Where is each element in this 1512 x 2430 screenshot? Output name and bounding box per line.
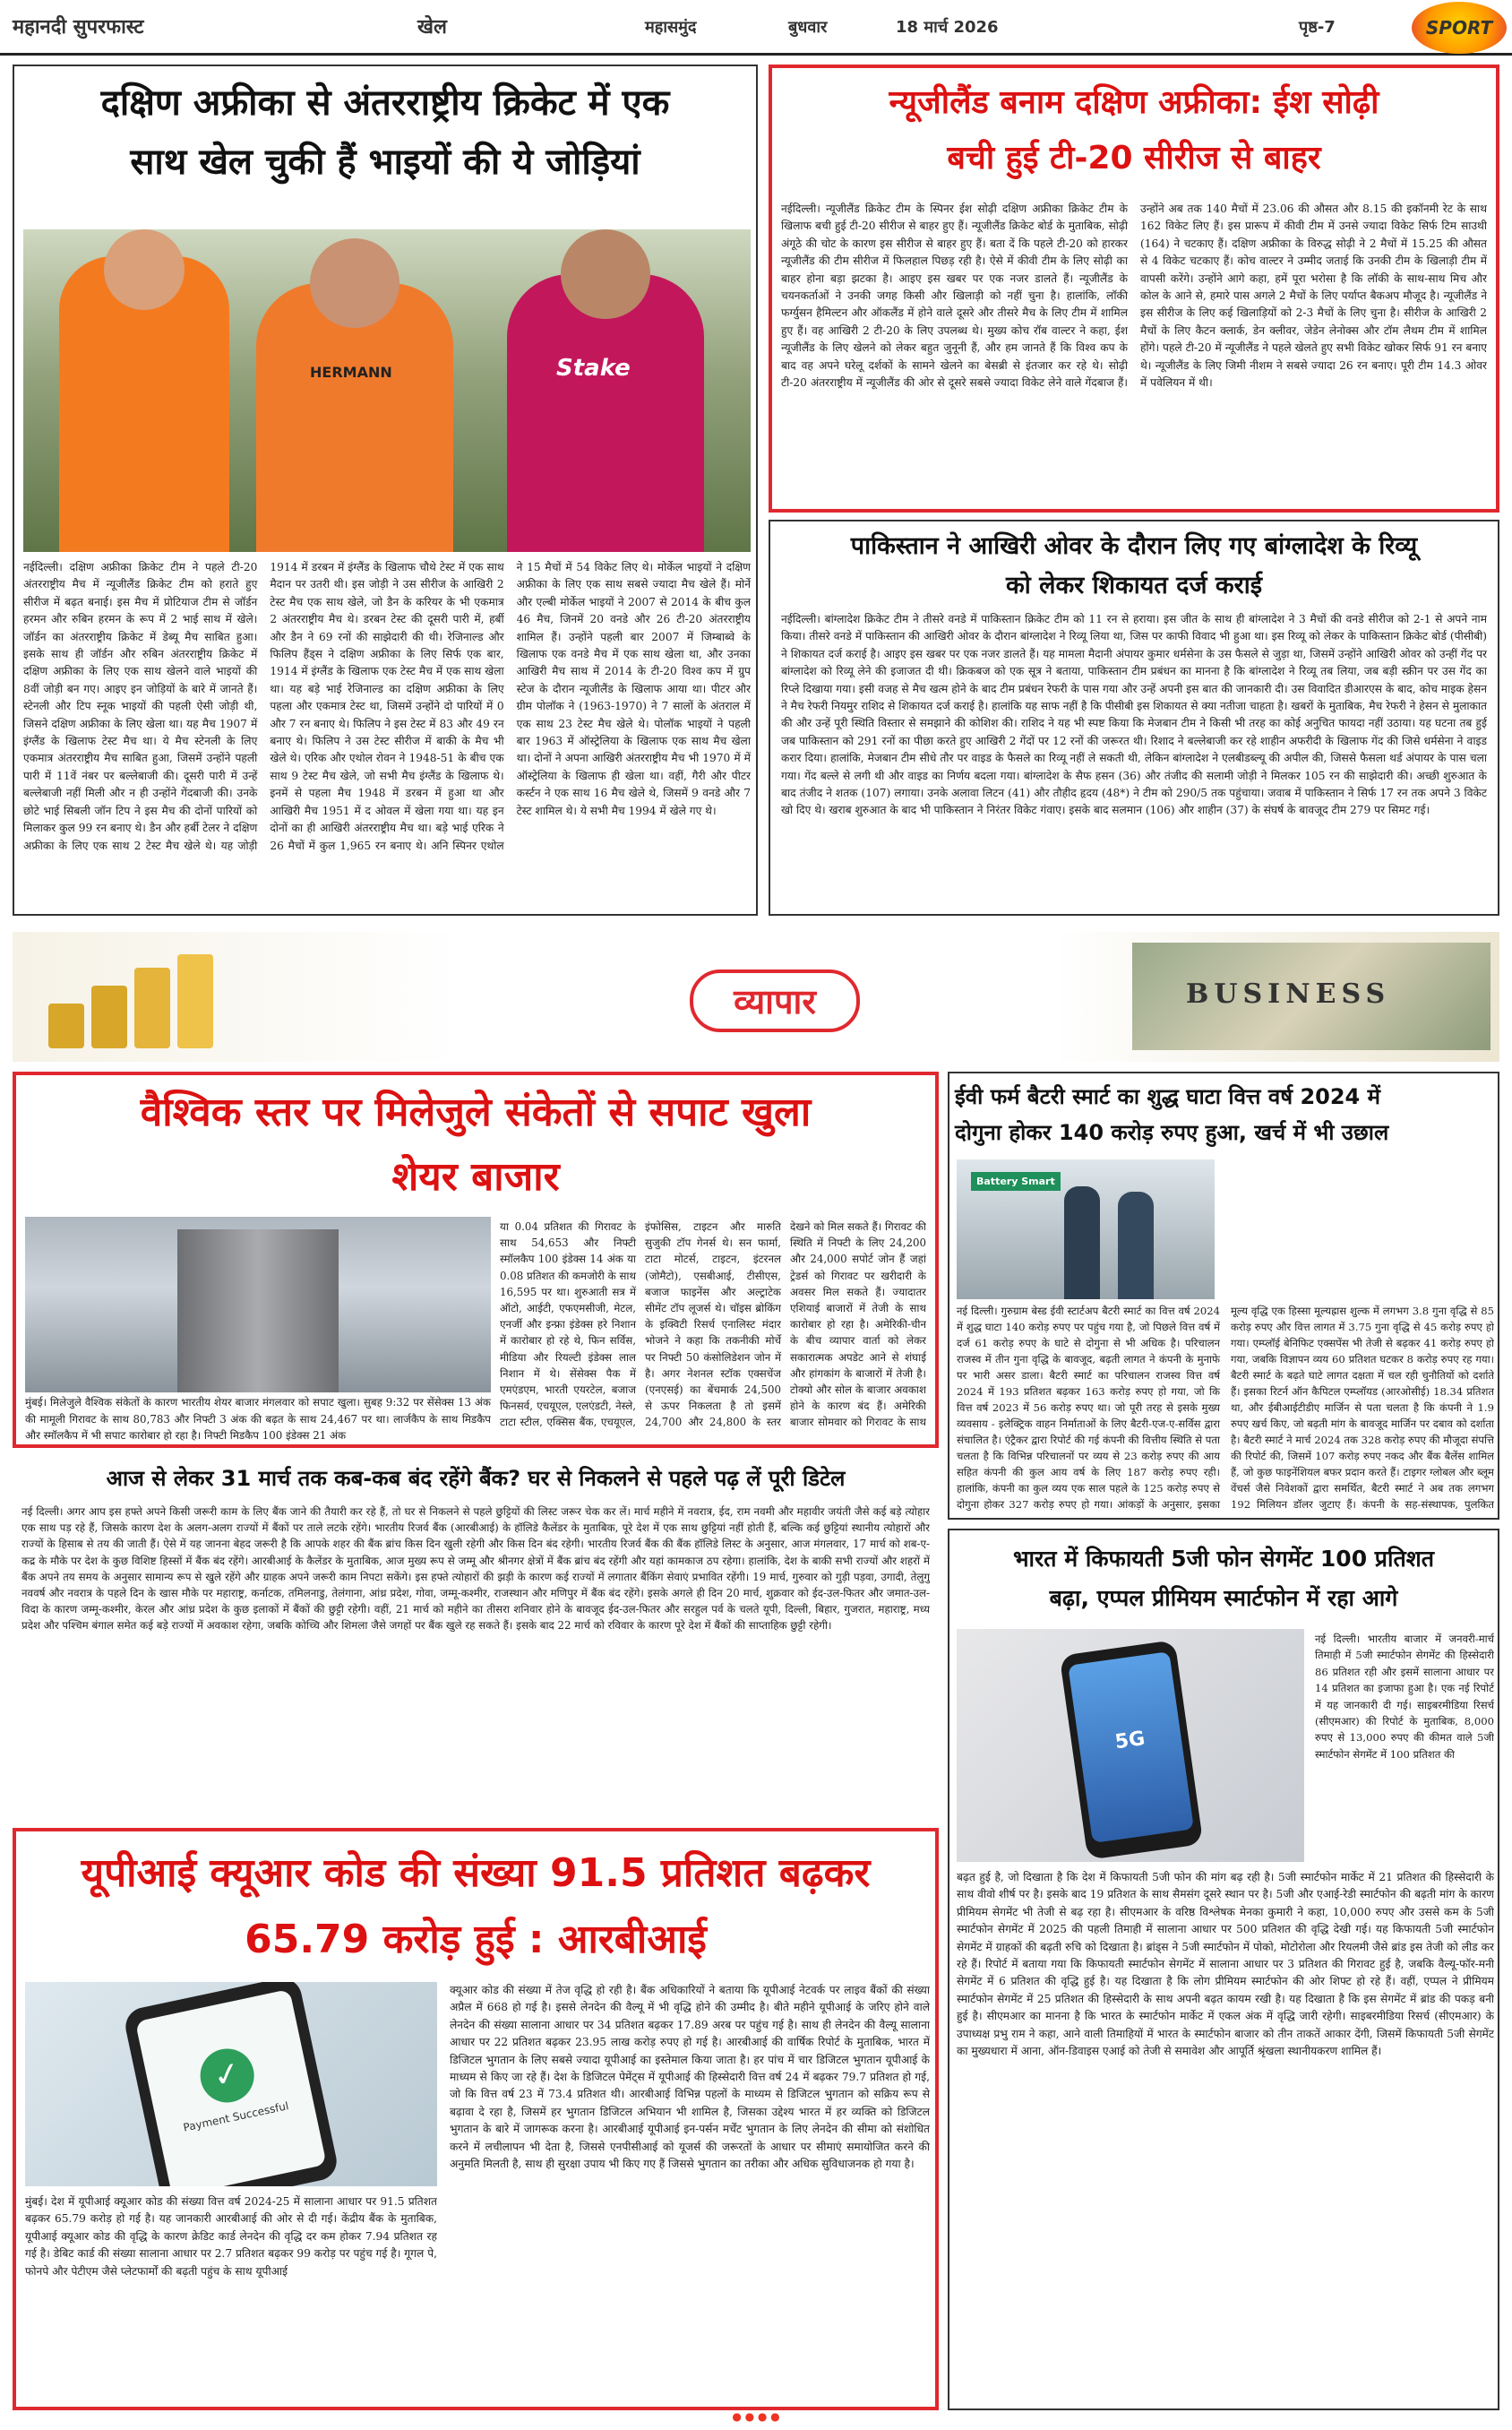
article-title: आज से लेकर 31 मार्च तक कब-कब बंद रहेंगे बैंक? घर से निकलने से पहले पढ़ लें पूरी डिटेल [106,1466,846,1491]
section-label-business: व्यापार [690,969,860,1032]
smartphone-photo: 5G [957,1629,1304,1862]
article-title: वैश्विक स्तर पर मिलेजुले संकेतों से सपाट खुला शेयर बाजार [140,1090,812,1200]
masthead [0,0,1512,56]
article-bank-holidays [13,1457,939,1824]
article-pakistan-review [769,520,1499,916]
article-body: क्यूआर कोड की संख्या में तेज वृद्धि हो रही है। बैंक अधिकारियों ने बताया कि यूपीआई नेटवर्क पर लाइव बैंकों की संख्या अप्रैल में 668 हो गई है। इससे लेनदेन की वैल्यू में भी वृद्धि होने की उम्मीद है। बीते महीने यूपीआई के जरिए होने वाले लेनदेन की संख्या सालाना आधार पर 34 प्रतिशत बढ़कर 17.89 अरब पर पहुंच गई है। साथ ही लेनदेन की वैल्यू सालाना आधार पर 22 प्रतिशत बढ़कर 23.95 लाख करोड़ रुपए हो गई है। आरबीआई की वार्षिक रिपोर्ट के मुताबिक, भारत में डिजिटल भुगतान के लिए सबसे ज्यादा यूपीआई का इस्तेमाल किया जाता है। हर पांच में चार डिजिटल भुगतान यूपीआई के माध्यम से किए जा रहे हैं। देश के डिजिटल पेमेंट्स में यूपीआई की हिस्सेदारी वित्त वर्ष 24 में बढ़कर 79.7 प्रतिशत हो गई, जो कि वित्त वर्ष 23 में 73.4 प्रतिशत थी। आरबीआई विभिन्न पहलों के माध्यम से डिजिटल भुगतान को सक्रिय रूप से बढ़ावा दे रहा है, जिसमें हर भुगतान डिजिटल अभियान भी शामिल है, जिसका उद्देश्य भारत में हर व्यक्ति को डिजिटल भुगतान के बारे में जागरूक करना है। आरबीआई यूपीआई इन-पर्सन मर्चेंट भुगतान के लिए लेनदेन की सीमा को संशोधित करने में लचीलापन भी देता है, जिससे एनपीसीआई को यूजर्स की जरूरतों के आधार पर सीमाएं समायोजित करने की अनुमति मिलती है, साथ ही सुरक्षा उपाय भी किए गए हैं जिससे भुगतान का तरीका और अधिक सुविधाजनक हो गया है। [450,1984,930,2171]
article-body: बढ़त हुई है, जो दिखाता है कि देश में किफायती 5जी फोन की मांग बढ़ रही है। 5जी स्मार्टफोन मार्केट में 21 प्रतिशत की हिस्सेदारी के साथ वीवो शीर्ष पर है। इसके बाद 19 प्रतिशत के साथ सैमसंग दूसरे स्थान पर है। 5जी और एआई-रेडी स्मार्टफोन की बढ़ती मांग के कारण प्रीमियम सेगमेंट भी तेजी से बढ़ रहा है। सीएमआर के वरिष्ठ विश्लेषक मेनका कुमारी ने कहा, 10,000 रुपए और उससे कम के 5जी स्मार्टफोन सेगमेंट में 2025 की पहली तिमाही में सालाना आधार पर 500 प्रतिशत की वृद्धि देखी गई। यह किफायती 5जी स्मार्टफोन सेगमेंट में ग्राहकों की बढ़ती रुचि को दिखाता है। ब्रांड्स ने 5जी स्मार्टफोन में पोको, मोटोरोला और रियलमी जैसे ब्रांड इस तेजी को लीड कर रहे हैं। रिपोर्ट में बताया गया कि किफायती स्मार्टफोन सेगमेंट में सालाना आधार पर 3 प्रतिशत की गिरावट हुई है, जबकि वैल्यू-फॉर-मनी सेगमेंट में 6 प्रतिशत की वृद्धि हुई है। यह दिखाता है कि लोग प्रीमियम स्मार्टफोन की ओर शिफ्ट हो रहे हैं। वहीं, एप्पल ने प्रीमियम स्मार्टफोन सेगमेंट में 25 प्रतिशत की हिस्सेदारी के साथ अपनी बढ़त कायम रखी है। यह दिखाता है कि इस सेगमेंट में ब्रांड की पकड़ बनी हुई है। सीएमआर का मानना है कि भारत के स्मार्टफोन मार्केट में एकल अंक में वृद्धि जारी रहेगी। साइबरमीडिया रिसर्च (सीएमआर) के उपाध्यक्ष प्रभु राम ने कहा, आने वाली तिमाहियों में भारत के स्मार्टफोन बाजार को तीन ताकतें आकार देंगी, जिसमें किफायती 5जी सेगमेंट का मुख्यधारा में आना, ऑन-डिवाइस एआई को तेजी से समावेश और आपूर्ति श्रृंखला स्थानीयकरण शामिल हैं। [957,1871,1494,2058]
article-body: नईदिल्ली। बांग्लादेश क्रिकेट टीम ने तीसरे वनडे में पाकिस्तान क्रिकेट टीम को 11 रन से हराया। इस जीत के साथ ही बांग्लादेश ने 3 मैचों की वनडे सीरीज को 2-1 से अपने नाम किया। तीसरे वनडे में पाकिस्तान की आखिरी ओवर के दौरान बांग्लादेश ने रिव्यू लिया था, जिस पर काफी विवाद भी हुआ था। इस रिव्यू को लेकर के पाकिस्तान क्रिकेट बोर्ड (पीसीबी) ने शिकायत दर्ज कराई है। आइए इस खबर पर एक नजर डालते हैं। यह मामला मैदानी अंपायर कुमार धर्मसेना के उस फैसले से जुड़ा था, जिसमें उन्होंने आखिरी ओवर को उन्हीं गेंद पर बांग्लादेश को रिव्यू लेने की इजाजत दी थी। क्रिकबज को एक सूत्र ने बताया, पाकिस्तान टीम प्रबंधन का मानना है कि बांग्लादेश ने रिव्यू तब लिया, जब बड़ी स्क्रीन पर उस गेंद का रिप्ले दिखाया गया। इसी वजह से मैच खत्म होने के बाद टीम प्रबंधन रेफरी के पास गया और उन्हें अपनी इस बात की जानकारी दी। उस विवादित डीआरएस के बाद, कोच माइक हेसन ने मैच रेफरी नियमुर राशिद से शिकायत दर्ज कराई है। हालांकि यह साफ नहीं है कि पीसीबी इस शिकायत से क्या नतीजा चाहता है। खबरों के मुताबिक, मैच रेफरी ने हेसन से मुलाकात की और उन्हें पूरी स्थिति विस्तार से समझाने की कोशिश की। राशिद ने यह भी स्पष्ट किया कि मेजबान टीम ने किसी भी तरह का कोई अनुचित फायदा नहीं उठाया। यह घटना तब हुई जब पाकिस्तान को 291 रनों का पीछा करते हुए आखिरी 2 गेंदों पर 12 रनों की जरूरत थी। रिशाद ने बल्लेबाजी कर रहे शाहीन अफरीदी के खिलाफ गेंद की जिसे धर्मसेना ने वाइड करार दिया। हालांकि, मेजबान टीम सीधे तौर पर वाइड के फैसले का रिव्यू नहीं ले सकती थी, लेकिन बांग्लादेश ने एलबीडब्ल्यू की अपील की, जिससे फैसला थर्ड अंपायर के पास चला गया। गेंद बल्ले से लगी थी और वाइड का निर्णय बदला गया। बांग्लादेश के सैफ हसन (36) और तंजीद की सलामी जोड़ी ने मिलकर 105 रन की साझेदारी की। अच्छी शुरुआत के बाद तंजीद ने शतक (107) लगाया। उनके अलावा लिटन (41) और तौहीद हृदय (48*) ने टीम को 290/5 तक पहुंचाया। जवाब में पाकिस्तान ने सिर्फ 17 रन तक अपने 3 विकेट खो दिए थे। खराब शुरुआत के बाद भी पाकिस्तान ने निरंतर विकेट गंवाए। इसके बाद सलमान (106) और शाहीन (37) के संघर्ष के बावजूद टीम 279 पर सिमट गई। [781,613,1487,817]
stock-exchange-photo [25,1217,491,1392]
article-body: या 0.04 प्रतिशत की गिरावट के साथ 54,653 और निफ्टी स्मॉलकैप 100 इंडेक्स 14 अंक या 0.08 प्रतिशत की कमजोरी के साथ 16,595 पर था। शुरुआती सत्र में ऑटो, आईटी, एफएमसीजी, मेटल, एनर्जी और इन्फ्रा इंडेक्स हरे निशान में कारोबार हो रहे थे, फिन सर्विस, मीडिया और रियल्टी इंडेक्स लाल निशान में थे। सेंसेक्स पैक में एमएंडएम, भारती एयरटेल, बजाज फिनसर्व, एचयूएल, एलएंडटी, नेस्ले, टाटा स्टील, एक्सिस बैंक, एचयूएल, इंफोसिस, टाइटन और मारुति सुजुकी टॉप गेनर्स थे। सन फार्मा, टाटा मोटर्स, टाइटन, इंटरनल (जोमैटो), एसबीआई, टीसीएस, बजाज फाइनेंस और अल्ट्राटेक सीमेंट टॉप लूजर्स थे। चॉइस ब्रोकिंग के इक्विटी रिसर्च एनालिस्ट मंदार भोजने ने कहा कि तकनीकी मोर्चे पर निफ्टी 50 कंसोलिडेशन जोन में है। अगर नेशनल स्टॉक एक्सचेंज (एनएसई) का बेंचमार्क 24,500 से ऊपर निकलता है तो इसमें 24,700 और 24,800 के स्तर देखने को मिल सकते हैं। गिरावट की स्थिति में निफ्टी के लिए 24,200 और 24,000 सपोर्ट जोन हैं जहां ट्रेडर्स को गिरावट पर खरीदारी के अवसर मिल सकते हैं। ज्यादातर एशियाई बाजारों में तेजी के साथ कारोबार हो रहा है। अमेरिकी-चीन के बीच व्यापार वार्ता को लेकर सकारात्मक अपडेट आने से शंघाई और हांगकांग के बाजारों में तेजी है। टोक्यो और सोल के बाजार अवकाश होने के कारण बंद हैं। अमेरिकी बाजार सोमवार को गिरावट के साथ [500,1220,926,1429]
upi-phone-photo: ✓ Payment Successful [25,1982,437,2186]
page-number: पृष्ठ-7 [1299,18,1336,37]
article-title: ईवी फर्म बैटरी स्मार्ट का शुद्ध घाटा वित्त वर्ष 2024 में दोगुना होकर 140 करोड़ रुपए हुआ, खर्च में भी उछाल [955,1084,1389,1145]
article-side: नई दिल्ली। भारतीय बाजार में जनवरी-मार्च तिमाही में 5जी स्मार्टफोन सेगमेंट की हिस्सेदारी 86 प्रतिशत रही और इसमें सालाना आधार पर 14 प्रतिशत का इजाफा हुआ है। एक नई रिपोर्ट में यह जानकारी दी गई। साइबरमीडिया रिसर्च (सीएमआर) की रिपोर्ट के मुताबिक, 8,000 रुपए से 13,000 रुपए की कीमत वाले 5जी स्मार्टफोन सेगमेंट में 100 प्रतिशत की [1315,1633,1494,1761]
article-body: नई दिल्ली। गुरुग्राम बेस्ड ईवी स्टार्टअप बैटरी स्मार्ट का वित्त वर्ष 2024 में शुद्ध घाटा 140 करोड़ रुपए पर पहुंच गया है, जो पिछले वित्त वर्ष में दर्ज 61 करोड़ रुपए के घाटे से दोगुना से भी अधिक है। परिचालन राजस्व में तीन गुना वृद्धि के बावजूद, बढ़ती लागत ने कंपनी के मुनाफे पर भारी असर डाला। बैटरी स्मार्ट का परिचालन राजस्व वित्त वर्ष 2024 में 193 प्रतिशत बढ़कर 163 करोड़ रुपए हो गया, जो कि वित्त वर्ष 2023 में 56 करोड़ रुपए था। जो पूरी तरह से इसके मुख्य व्यवसाय - इलेक्ट्रिक वाहन निर्माताओं के लिए बैटरी-एज-ए-सर्विस द्वारा संचालित है। एंट्रैकर द्वारा रिपोर्ट की गई कंपनी की वित्तीय स्थिति से पता चलता है कि विभिन्न परिचालनों पर व्यय से 23 करोड़ रुपए की आय सहित कंपनी की कुल आय वर्ष के लिए 187 करोड़ रुपए रही। हालांकि, कंपनी का कुल व्यय एक साल पहले के 125 करोड़ रुपए से दोगुना होकर 327 करोड़ रुपए हो गया। आंकड़ों के अनुसार, इसका मूल्य वृद्धि एक हिस्सा मूल्यह्रास शुल्क में लगभग 3.8 गुना वृद्धि से 85 करोड़ रुपए और वित्त लागत में 3.75 गुना वृद्धि से 45 करोड़ रुपए हो गया। एम्प्लॉई बेनिफिट एक्सपेंस भी तेजी से बढ़कर 41 करोड़ रुपए हो गया, जबकि विज्ञापन व्यय 60 प्रतिशत घटकर 8 करोड़ रुपए रह गया। बैटरी स्मार्ट के बढ़ते घाटे लागत दक्षता में चल रही चुनौतियों को दर्शाते हैं। इसका रिटर्न ऑन कैपिटल एम्प्लॉयड (आरओसीई) 18.34 प्रतिशत था, और ईबीआईटीडीए मार्जिन से पता चलता है कि कंपनी ने 1.9 रुपए खर्च किए, जो बढ़ती मांग के बावजूद मार्जिन पर दबाव को दर्शाता है। बैटरी स्मार्ट ने मार्च 2024 तक 328 करोड़ रुपए की मौजूदा संपत्ति की रिपोर्ट की, जिसमें 107 करोड़ रुपए नकद और बैंक बैलेंस शामिल हैं, जो कुछ फाइनेंशियल बफर प्रदान करते हैं। टाइगर ग्लोबल और ब्लूम वेंचर्स जैसे निवेशकों द्वारा समर्थित, बैटरी स्मार्ट ने अब तक लगभग 192 मिलियन डॉलर जुटाए हैं। कंपनी के सह-संस्थापक, पुलकित [957,1305,1494,1511]
city: महासमुंद [645,18,697,37]
article-title: न्यूजीलैंड बनाम दक्षिण अफ्रीका: ईश सोढ़ी बची हुई टी-20 सीरीज से बाहर [889,84,1379,177]
player-head [561,229,650,319]
article-brothers [13,65,758,916]
article-title: पाकिस्तान ने आखिरी ओवर के दौरान लिए गए बांग्लादेश के रिव्यू को लेकर शिकायत दर्ज कराई [850,532,1418,599]
player-head [310,238,399,328]
date: 18 मार्च 2026 [896,18,999,37]
day: बुधवार [788,18,828,37]
article-lead: मुंबई। मिलेजुले वैश्विक संकेतों के कारण भारतीय शेयर बाजार मंगलवार को सपाट खुला। सुबह 9:32 पर सेंसेक्स 13 अंक की मामूली गिरावट के साथ 80,783 और निफ्टी 3 अंक की बढ़त के साथ 24,467 पर था। लार्जकैप के साथ मिडकैप और स्मॉलकैप में भी सपाट कारोबार हो रहा है। निफ्टी मिडकैप 100 इंडेक्स 21 अंक [25,1396,491,1442]
article-body: नईदिल्ली। दक्षिण अफ्रीका क्रिकेट टीम ने पहले टी-20 अंतरराष्ट्रीय मैच में न्यूजीलैंड क्रिकेट टीम को हराते हुए सीरीज में बढ़त बनाई। इस मैच में प्रोटियाज टीम से जॉर्डन हरमन और रुबिन हरमन के रूप में 2 भाई साथ में खेले। जॉर्डन का अंतरराष्ट्रीय क्रिकेट में डेब्यू मैच साबित हुआ। इसके साथ ही जॉर्डन और रुबिन अंतरराष्ट्रीय क्रिकेट में दक्षिण अफ्रीका के लिए एक साथ खेलने वाले भाइयों की 8वीं जोड़ी बन गए। आइए इन जोड़ियों के बारे में जानते हैं। स्टेनली और टिप स्नूक भाइयों की पहली ऐसी जोड़ी थी, जिसने दक्षिण अफ्रीका के लिए खेला था। यह मैच 1907 में इंग्लैंड के खिलाफ टेस्ट मैच था। ये मैच स्टेनली के लिए एकमात्र अंतरराष्ट्रीय मैच साबित हुआ, जिसमें उन्होंने पहली पारी में 11वें नंबर पर बल्लेबाजी की। दूसरी पारी में उन्हें बल्लेबाजी नहीं मिली और न ही उन्होंने गेंदबाजी की। उनके छोटे भाई सिबली जॉन टिप ने इस मैच की दोनों पारियों को मिलाकर कुल 99 रन बनाए थे। डैन और हर्बी टेलर ने दक्षिण अफ्रीका के लिए एक साथ 2 टेस्ट मैच खेले थे। यह जोड़ी 1914 में डरबन में इंग्लैंड के खिलाफ चौथे टेस्ट में एक साथ मैदान पर उतरी थी। इस जोड़ी ने उस सीरीज के आखिरी 2 टेस्ट मैच एक साथ खेले, जो डैन के करियर के भी एकमात्र 2 अंतरराष्ट्रीय मैच थे। डरबन टेस्ट की दूसरी पारी में, हर्बी और डैन ने 69 रनों की साझेदारी की थी। रेजिनाल्ड और फिलिप हैंड्स ने दक्षिण अफ्रीका के लिए सिर्फ एक बार, 1914 में इंग्लैंड के खिलाफ एक टेस्ट मैच में एक साथ खेला था। यह बड़े भाई रेजिनाल्ड का दक्षिण अफ्रीका के लिए पहला और एकमात्र टेस्ट था, जिसमें उन्होंने दो पारियों में 0 और 7 रन बनाए थे। फिलिप ने इस टेस्ट में 83 और 49 रन बनाए थे। फिलिप ने उस टेस्ट सीरीज में बाकी के मैच भी खेले थे। एरिक और एथोल रोवन ने 1948-51 के बीच एक साथ 9 टेस्ट मैच खेले, जो सभी मैच इंग्लैंड के खिलाफ थे। इनमें से पहला मैच 1948 में डरबन में हुआ था और आखिरी मैच 1951 में द ओवल में खेला गया था। यह इन दोनों का ही आखिरी अंतरराष्ट्रीय मैच था। बड़े भाई एरिक ने 26 मैचों में कुल 1,965 रन बनाए थे। अनि स्पिनर एथोल ने 15 मैचों में 54 विकेट लिए थे। मोर्केल भाइयों ने दक्षिण अफ्रीका के लिए एक साथ सबसे ज्यादा मैच खेले हैं। मोर्ने और एल्बी मोर्केल भाइयों ने 2007 से 2014 के बीच कुल 46 मैच, जिनमें 20 वनडे और 26 टी-20 अंतरराष्ट्रीय शामिल हैं। उन्होंने पहली बार 2007 में जिम्बाब्वे के खिलाफ एक वनडे मैच में एक साथ खेला था, और उनका आखिरी मैच साथ में 2014 के टी-20 विश्व कप में ग्रुप स्टेज के दौरान न्यूजीलैंड के खिलाफ आया था। पीटर और ग्रीम पोलॉक ने (1963-1970) ने 7 सालों के अंतराल में एक साथ 23 टेस्ट मैच खेले थे। पोलॉक भाइयों ने पहली बार 1963 में ऑस्ट्रेलिया के खिलाफ एक साथ मैच खेला था। दोनों ने अपना आखिरी अंतरराष्ट्रीय मैच भी 1970 में में ऑस्ट्रेलिया के खिलाफ ही खेला था। वहीं, गैरी और पीटर कर्स्टन ने एक साथ 16 मैच खेले थे, जिसमें 9 वनडे और 7 टेस्ट शामिल थे। ये सभी मैच 1994 में खेले गए थे। [23,561,751,852]
article-title: यूपीआई क्यूआर कोड की संख्या 91.5 प्रतिशत बढ़कर 65.79 करोड़ हुई : आरबीआई [81,1850,871,1962]
player-head [104,229,185,310]
article-share-market [13,1072,939,1448]
paper-name: महानदी सुपरफास्ट [13,16,144,39]
currency-graphic: BUSINESS [1132,943,1491,1050]
battery-smart-photo: Battery Smart [957,1159,1215,1299]
article-upi-qr [13,1828,939,2410]
player-pink: Stake [507,274,704,552]
sport-logo: SPORT [1412,2,1507,54]
article-body: नई दिल्ली। अगर आप इस हफ्ते अपने किसी जरूरी काम के लिए बैंक जाने की तैयारी कर रहे हैं, तो घर से निकलने से पहले छुट्टियों की लिस्ट जरूर चेक कर लें। मार्च महीने में नवरात्र, ईद, राम नवमी और महावीर जयंती जैसे कई बड़े त्योहार एक साथ पड़ रहे हैं, जिसके कारण देश के अलग-अलग राज्यों में बैंकों पर ताले लटके रहेंगे। भारतीय रिजर्व बैंक (आरबीआई) के हॉलिडे कैलेंडर के मुताबिक, पूरे देश में एक साथ छुट्टियां नहीं होती हैं, बल्कि कई छुट्टियां स्थानीय त्योहारों और राज्यों के हिसाब से तय की जाती हैं। ऐसे में यह जानना बेहद जरूरी है कि आपके शहर की बैंक ब्रांच किस दिन खुली रहेगी और किस दिन बंद रहेगी। भारतीय रिजर्व बैंक की बैंक हॉलिडे लिस्ट के अनुसार, आज मंगलवार, 17 मार्च को शब-ए-कद्र के मौके पर देश के कुछ विशिष्ट हिस्सों में बैंक बंद रहेंगे। आरबीआई के कैलेंडर के मुताबिक, आज मुख्य रूप से जम्मू और श्रीनगर क्षेत्रों में बैंक ब्रांच बंद रहेंगी और यहां कामकाज ठप रहेगा। हालांकि, देश के बाकी सभी राज्यों और शहरों में बैंक अपने तय समय के अनुसार सामान्य रूप से खुले रहेंगे और ग्राहक अपने जरूरी काम निपटा सकेंगे। इस हफ्ते त्योहारों की झड़ी के कारण कई राज्यों में लगातार बैंकिंग सेवाएं प्रभावित रहेंगी। 19 मार्च, गुरुवार को गुड़ी पड़वा, उगादी, तेलुगु नववर्ष और नवरात्र के पहले दिन के खास मौके पर महाराष्ट्र, कर्नाटक, तमिलनाडु, तेलंगाना, आंध्र प्रदेश, गोवा, जम्मू-कश्मीर, राजस्थान और मणिपुर में बैंक बंद रहेंगे। इसके अगले ही दिन 20 मार्च, शुक्रवार को ईद-उल-फितर और जमात-उल-विदा के कारण जम्मू-कश्मीर, केरल और आंध्र प्रदेश के कुछ इलाकों में बैंकों की छुट्टी रहेगी। वहीं, 21 मार्च को महीने का तीसरा शनिवार होने के बावजूद ईद-उल-फितर और सरहुल पर्व के चलते यूपी, दिल्ली, बिहार, गुजरात, महाराष्ट्र, मध्य प्रदेश और पश्चिम बंगाल समेत कई बड़े राज्यों में अवकाश रहेगा, जबकि कोच्चि और शिमला जैसे जगहों पर बैंक खुले रह सकते हैं। इसके बाद 22 मार्च को रविवार के कारण पूरे देश में बैंकों की साप्ताहिक छुट्टी रहेगी। [21,1505,930,1633]
article-body: नईदिल्ली। न्यूजीलैंड क्रिकेट टीम के स्पिनर ईश सोढ़ी दक्षिण अफ्रीका क्रिकेट टीम के खिलाफ बची हुई टी-20 सीरीज से बाहर हुए हैं। न्यूजीलैंड क्रिकेट बोर्ड के मुताबिक, सोढ़ी अंगूठे की चोट के कारण इस सीरीज से बाहर हुए हैं। बता दें कि पहले टी-20 को हारकर न्यूजीलैंड की टीम सीरीज में फिलहाल पिछड़ रही है। ऐसे में कीवी टीम के लिए सोढ़ी का बाहर होना बड़ा झटका है। आइए इस खबर पर एक नजर डालते हैं। न्यूजीलैंड के चयनकर्ताओं ने उनकी जगह किसी और खिलाड़ी को नहीं चुना है। हालांकि, लॉकी फर्ग्युसन हैमिल्टन और ऑकलैंड में होने वाले दूसरे और तीसरे मैच के लिए टीम में शामिल हुए हैं। वह आखिरी 2 टी-20 के लिए उपलब्ध थे। मुख्य कोच रॉब वाल्टर ने कहा, ईश न्यूजीलैंड के लिए खेलने को लेकर बहुत जुनूनी हैं, और हम जानते हैं कि विश्व कप के बाद वह अपने घरेलू दर्शकों के सामने खेलने का बेसब्री से इंतजार कर रहे थे। सोढ़ी टी-20 अंतरराष्ट्रीय में न्यूजीलैंड की ओर से दूसरे सबसे ज्यादा विकेट लेने वाले गेंदबाज हैं। उन्होंने अब तक 140 मैचों में 23.06 की औसत और 8.15 की इकॉनमी रेट के साथ 162 विकेट लिए हैं। इस प्रारूप में कीवी टीम में उनसे ज्यादा विकेट सिर्फ टिम साउथी (164) ने चटकाए हैं। दक्षिण अफ्रीका के विरुद्ध सोढ़ी ने 2 मैचों में 15.25 की औसत से 4 विकेट चटकाए हैं। कोच वाल्टर ने उम्मीद जताई कि उनकी टीम के खिलाड़ी टीम में वापसी करेंगे। उन्होंने आगे कहा, हमें पूरा भरोसा है कि लॉकी के साथ-साथ मिच और कोल के आने से, हमारे पास अगले 2 मैचों के लिए पर्याप्त बैकअप मौजूद है। न्यूजीलैंड ने इस सीरीज के लिए कई खिलाड़ियों को 2-3 मैचों के लिए चुना है। सीरीज के आखिरी 2 मैचों के लिए कैटन क्लार्क, डेन क्लीवर, जेडेन लेनोक्स और टॉम लैथम टीम में शामिल होंगे। पहले टी-20 में न्यूजीलैंड ने पहले खेलते हुए सभी विकेट खोकर सिर्फ 91 रन बनाए थे। न्यूजीलैंड के लिए जिमी नीशम ने सबसे ज्यादा 26 रन बनाए। पूरी टीम 14.3 ओवर में पवेलियन में थी। [781,202,1487,390]
print-registration-marks: ● ● ● ● [732,2410,780,2423]
article-5g-phones [948,1529,1499,2410]
player-center: HERMANN [256,283,453,552]
cricket-photo [23,229,751,552]
article-title: दक्षिण अफ्रीका से अंतरराष्ट्रीय क्रिकेट में एक साथ खेल चुकी हैं भाइयों की ये जोड़ियां [100,82,670,183]
article-sodhi [769,65,1499,513]
section-name: खेल [417,16,447,39]
article-lead: मुंबई। देश में यूपीआई क्यूआर कोड की संख्या वित्त वर्ष 2024-25 में सालाना आधार पर 91.5 प्रतिशत बढ़कर 65.79 करोड़ हो गई है। यह जानकारी आरबीआई की ओर से दी गई। केंद्रीय बैंक के मुताबिक, यूपीआई क्यूआर कोड की वृद्धि के कारण क्रेडिट कार्ड लेनदेन की वृद्धि दर कम होकर 7.94 प्रतिशत रह गई है। डेबिट कार्ड की संख्या सालाना आधार पर 2.7 प्रतिशत बढ़कर 99 करोड़ पर पहुंच गई है। गूगल पे, फोनपे और पेटीएम जैसे प्लेटफार्मों की बढ़ती पहुंच के साथ यूपीआई [25,2195,437,2278]
article-title: भारत में किफायती 5जी फोन सेगमेंट 100 प्रतिशत बढ़ा, एप्पल प्रीमियम स्मार्टफोन में रहा आगे [1012,1546,1434,1611]
article-battery-smart [948,1072,1499,1520]
coins-graphic [48,950,245,1048]
